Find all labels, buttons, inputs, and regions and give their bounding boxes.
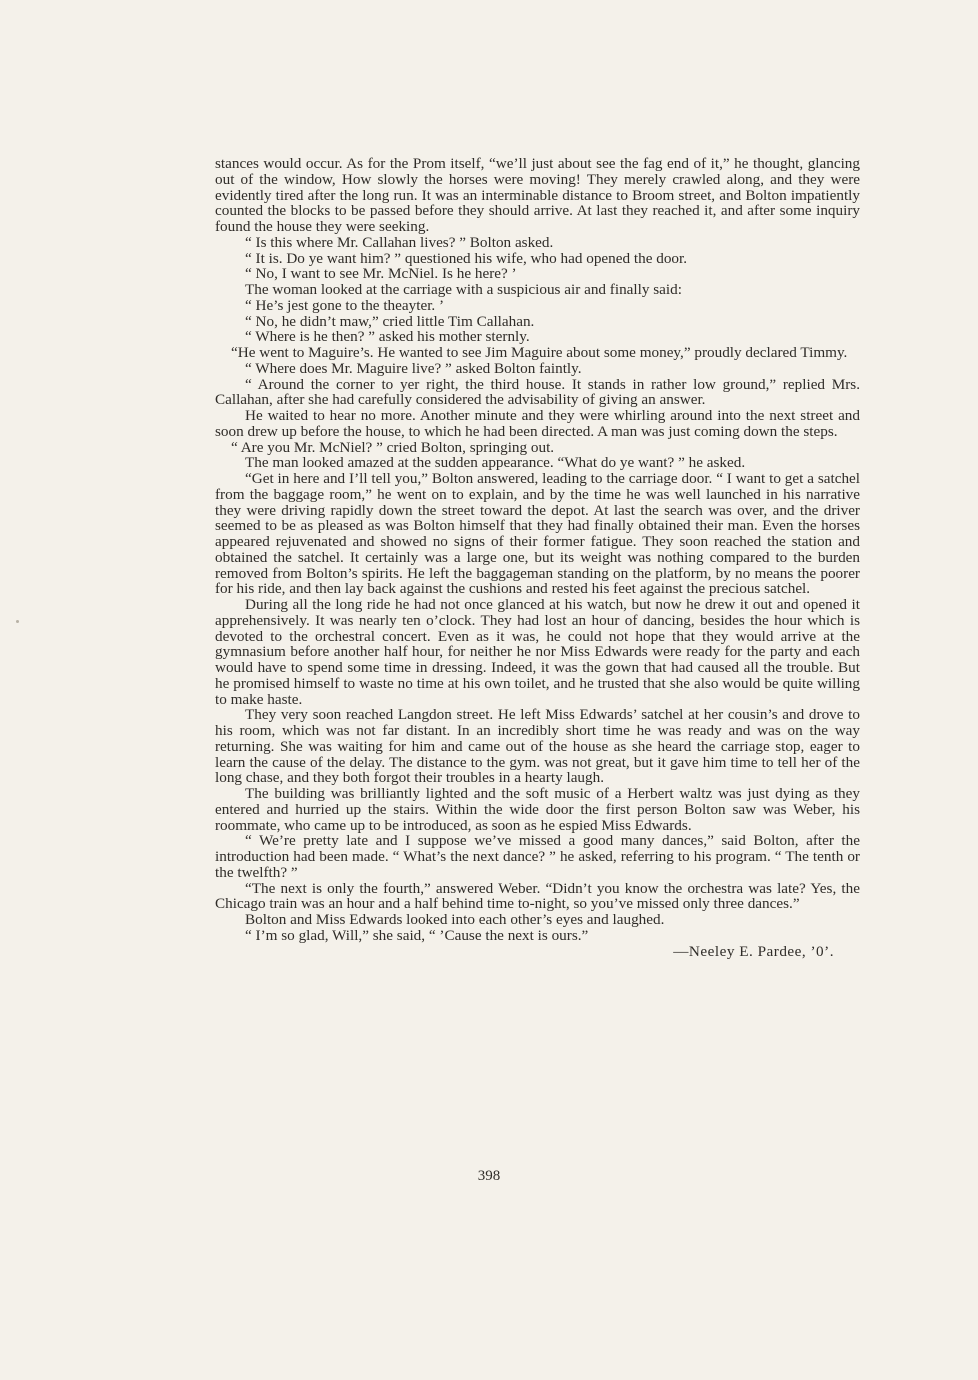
paragraph: “ He’s jest gone to the theayter. ’ (245, 296, 445, 314)
paragraph: “The next is only the fourth,” answered Weber. “Didn’t you know the orchestra was late? Yes, the Chicago train was an hour and a half behind time to-night, so you’ve missed only three dances.” (215, 879, 860, 913)
paragraph: “He went to Maguire’s. He wanted to see Jim Maguire about some money,” proudly declared Timmy. (231, 344, 848, 361)
paragraph: During all the long ride he had not once glanced at his watch, but now he drew it out and opened it apprehensively. It was nearly ten o’clock. They had lost an hour of dancing, besides the hour which is devoted to the orchestral concert. Even as it was, he could not hope that they would arrive at the gymnasium before another half hour, for neither he nor Miss Edwards were ready for the party and each would have to spend some time in dressing. Indeed, it was the gown that had caused all the trouble. But he promised himself to waste no time at his own toilet, and he trusted that she also would be quite willing to make haste. (215, 596, 860, 708)
paragraph: “ Where is he then? ” asked his mother sternly. (245, 328, 530, 346)
author-signature: —Neeley E. Pardee, ’0’. (673, 942, 834, 960)
paragraph: The man looked amazed at the sudden appearance. “What do ye want? ” he asked. (245, 454, 746, 472)
paragraph: “Get in here and I’ll tell you,” Bolton answered, leading to the carriage door. “ I want to get a satchel from the baggage room,” he went on to explain, and by the time he was well launched in his narrative they were driving rapidly down the street toward the depot. At last the search was over, and the driver seemed to be as pleased as was Bolton himself that they had finally obtained their man. Even the horses appeared rejuvenated and showed no signs of their former fatigue. They soon reached the station and obtained the satchel. It certainly was a large one, but its weight was nothing compared to the burden removed from Bolton’s spirits. He left the baggageman standing on the platform, by no means the poorer for his ride, and then lay back against the cushions and rested his feet against the precious satchel. (215, 470, 860, 598)
page-number: 398 (477, 1168, 501, 1184)
paragraph: “ Around the corner to yer right, the third house. It stands in rather low ground,” replied Mrs. Callahan, after she had carefully considered the advisability of giving an answer. (215, 375, 860, 409)
paragraph: The woman looked at the carriage with a suspicious air and finally said: (245, 281, 682, 298)
paragraph: The building was brilliantly lighted and the soft music of a Herbert waltz was just dying as they entered and hurried up the stairs. Within the wide door the first person Bolton saw was Weber, his roommate, who came up to be introduced, as soon as he espied Miss Edwards. (215, 785, 860, 834)
paragraph: “ We’re pretty late and I suppose we’ve missed a good many dances,” said Bolton, after the introduction had been made. “ What’s the next dance? ” he asked, referring to his program. “ The tenth or the twelfth? ” (215, 832, 860, 881)
paragraph: stances would occur. As for the Prom itself, “we’ll just about see the fag end of it,” he thought, glancing out of the window, How slowly the horses were moving! They merely crawled along, and they were evidently tired after the long run. It was an interminable distance to Broom street, and Bolton impatiently counted the blocks to be passed before they should arrive. At last they reached it, and after some inquiry found the house they were seeking. (215, 155, 860, 235)
paragraph: “ Are you Mr. McNiel? ” cried Bolton, springing out. (231, 438, 555, 456)
paper-speck (16, 620, 19, 623)
paragraph: “ It is. Do ye want him? ” questioned his wife, who had opened the door. (245, 249, 688, 267)
paragraph: “ Is this where Mr. Callahan lives? ” Bolton asked. (245, 233, 554, 251)
paragraph: “ No, I want to see Mr. McNiel. Is he here? ’ (245, 265, 517, 283)
paragraph: Bolton and Miss Edwards looked into each other’s eyes and laughed. (245, 911, 665, 928)
story-text (215, 156, 860, 959)
paragraph: “ Where does Mr. Maguire live? ” asked Bolton faintly. (245, 359, 582, 377)
paragraph: “ No, he didn’t maw,” cried little Tim Callahan. (245, 312, 535, 330)
paragraph: They very soon reached Langdon street. He left Miss Edwards’ satchel at her cousin’s and drove to his room, which was not far distant. In an incredibly short time he was ready and was on the way returning. She was waiting for him and came out of the house as she heard the carriage stop, eager to learn the cause of the delay. The distance to the gym. was not great, but it gave him time to tell her of the long chase, and they both forgot their troubles in a hearty laugh. (215, 706, 860, 787)
paragraph: “ I’m so glad, Will,” she said, “ ’Cause the next is ours.” (245, 926, 589, 944)
paragraph: He waited to hear no more. Another minute and they were whirling around into the next street and soon drew up before the house, to which he had been directed. A man was just coming down the steps. (215, 407, 860, 440)
